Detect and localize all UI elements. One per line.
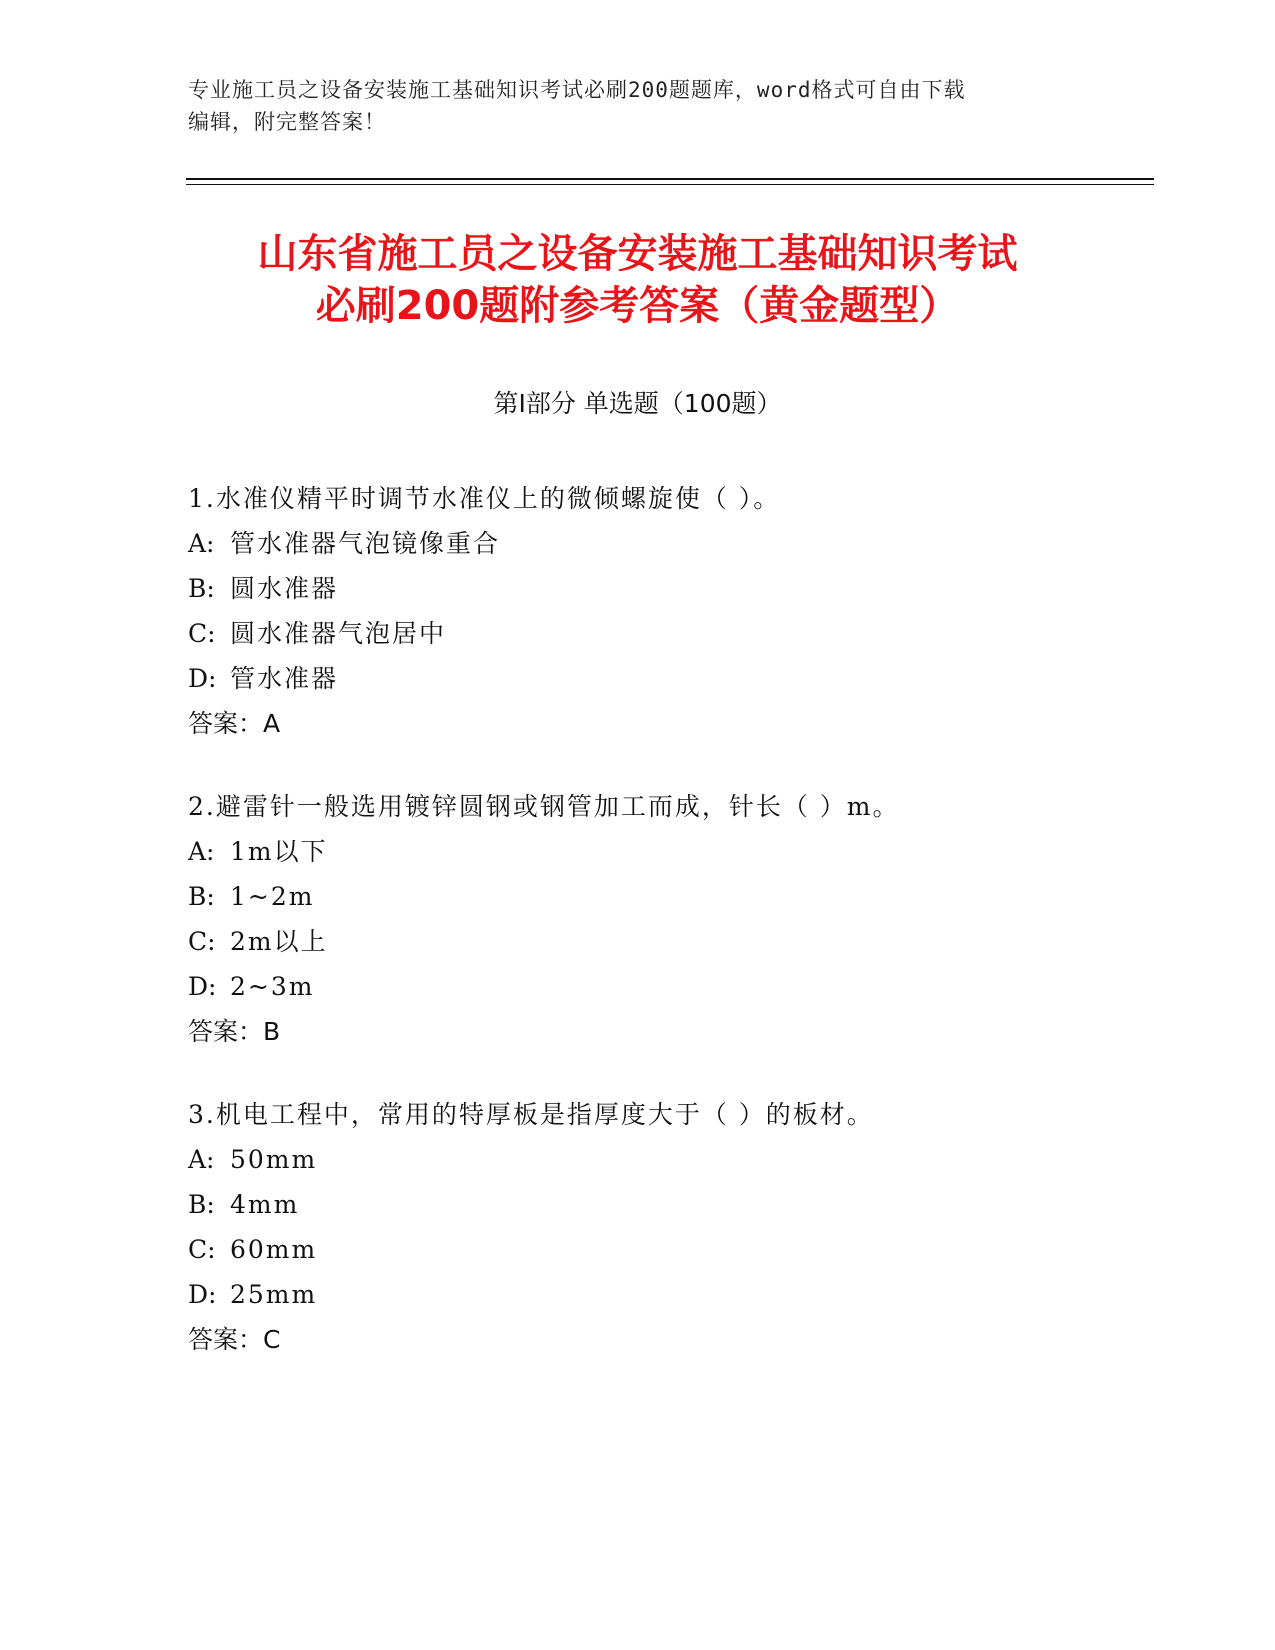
- option-text: 管水准器: [230, 664, 339, 693]
- document-title-line-1: 山东省施工员之设备安装施工基础知识考试: [257, 231, 1018, 277]
- option-c: [188, 919, 1148, 964]
- question-list: [188, 476, 1148, 1400]
- option-text: 1~2m: [230, 882, 315, 911]
- option-b: [188, 1182, 1148, 1227]
- option-letter: D:: [188, 972, 217, 1001]
- question-3: [188, 1092, 1148, 1362]
- question-stem: 3.机电工程中，常用的特厚板是指厚度大于（ ）的板材。: [188, 1100, 874, 1129]
- option-letter: B:: [188, 1190, 215, 1219]
- header-note-line-2: 编辑，附完整答案！: [188, 110, 386, 134]
- section-title: 第Ⅰ部分 单选题（100题）: [493, 389, 782, 418]
- option-text: 管水准器气泡镜像重合: [230, 529, 501, 558]
- option-letter: D:: [188, 664, 217, 693]
- option-letter: C:: [188, 619, 216, 648]
- option-letter: C:: [188, 927, 216, 956]
- document-title-line-2: 必刷200题附参考答案（黄金题型）: [315, 283, 960, 329]
- header-note: [188, 74, 1088, 138]
- option-text: 4mm: [230, 1190, 300, 1219]
- option-text: 2m以上: [230, 927, 328, 956]
- option-a: [188, 829, 1148, 874]
- option-letter: D:: [188, 1280, 217, 1309]
- option-letter: C:: [188, 1235, 216, 1264]
- question-2: [188, 784, 1148, 1054]
- option-d: [188, 964, 1148, 1009]
- answer: 答案：C: [188, 1325, 281, 1354]
- option-c: [188, 1227, 1148, 1272]
- option-c: [188, 611, 1148, 656]
- option-letter: A:: [188, 1145, 215, 1174]
- option-text: 圆水准器气泡居中: [230, 619, 447, 648]
- option-letter: A:: [188, 529, 215, 558]
- option-b: [188, 566, 1148, 611]
- header-rule-thick: [186, 178, 1154, 180]
- option-letter: B:: [188, 882, 215, 911]
- option-d: [188, 1272, 1148, 1317]
- answer: 答案：A: [188, 709, 281, 738]
- answer: 答案：B: [188, 1017, 281, 1046]
- option-text: 25mm: [230, 1280, 318, 1309]
- option-a: [188, 521, 1148, 566]
- option-text: 50mm: [230, 1145, 318, 1174]
- option-text: 1m以下: [230, 837, 328, 866]
- option-b: [188, 874, 1148, 919]
- option-a: [188, 1137, 1148, 1182]
- option-letter: A:: [188, 837, 215, 866]
- header-note-line-1: 专业施工员之设备安装施工基础知识考试必刷200题题库，word格式可自由下载: [188, 78, 966, 102]
- option-d: [188, 656, 1148, 701]
- question-1: [188, 476, 1148, 746]
- question-stem: 2.避雷针一般选用镀锌圆钢或钢管加工而成，针长（ ）m。: [188, 792, 900, 821]
- option-text: 圆水准器: [230, 574, 339, 603]
- question-stem: 1.水准仪精平时调节水准仪上的微倾螺旋使（ ）。: [188, 484, 781, 513]
- option-text: 60mm: [230, 1235, 318, 1264]
- option-letter: B:: [188, 574, 215, 603]
- option-text: 2~3m: [230, 972, 315, 1001]
- document-title: [150, 228, 1125, 332]
- header-rule-thin: [186, 184, 1154, 185]
